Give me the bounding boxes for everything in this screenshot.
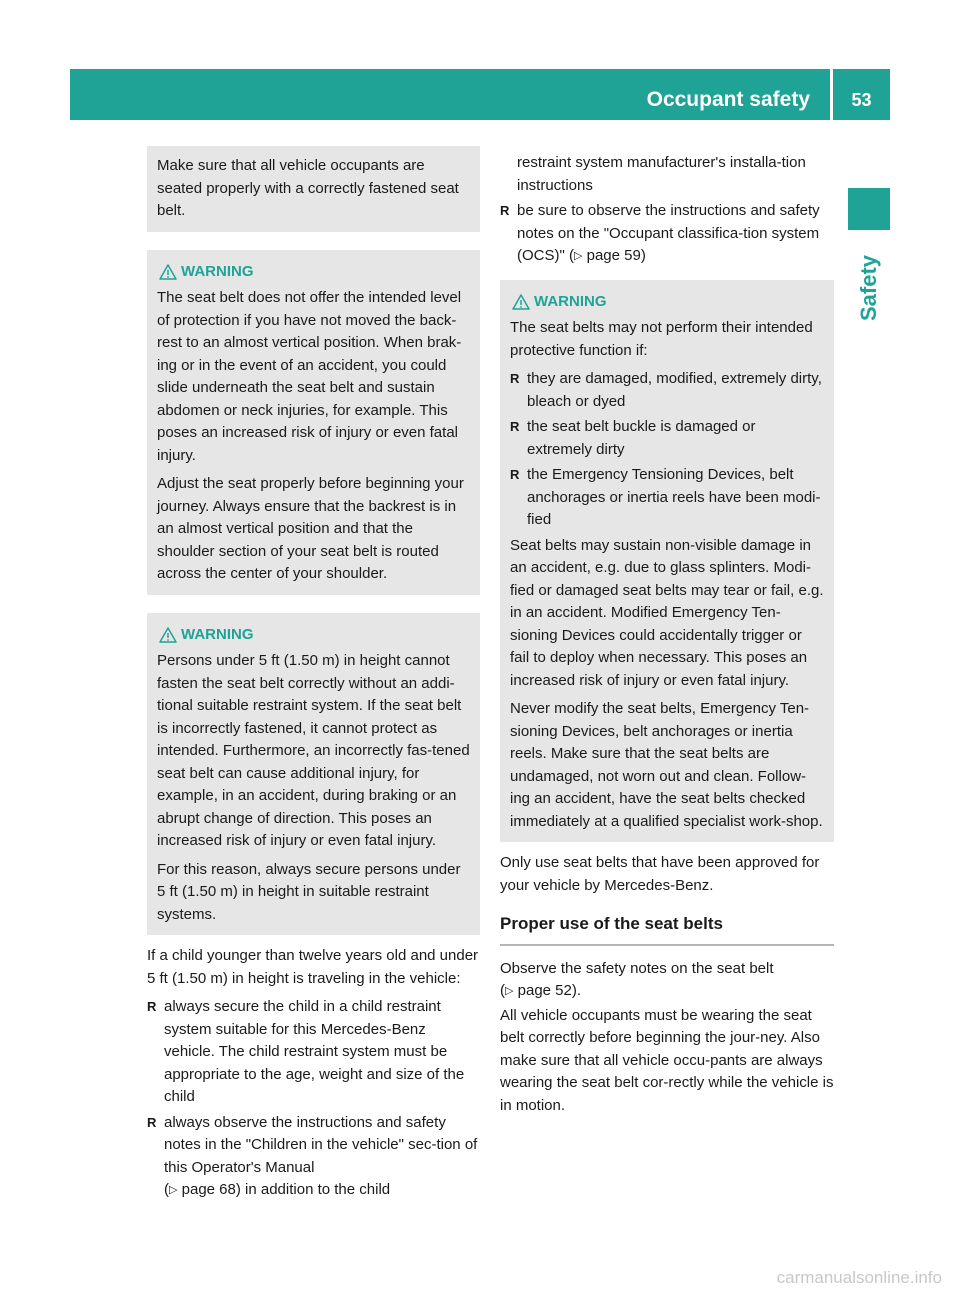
warning-paragraph: Seat belts may sustain non-visible damage in an accident, e.g. due to glass splinters. Modi-fied or damaged seat belts may tear or fail, e.g. in an accident. Modified Emergency Ten-sioning Devices could accidentally trigger or fail to deploy when necessary. This poses an increased risk of injury or even fatal injury. <box>510 536 824 689</box>
list-item-text: always secure the child in a child restraint system suitable for this Mercedes-Benz vehicle. The child restraint system must be appropriate to the age, weight and size of the child <box>164 998 465 1105</box>
intro-note-text: Make sure that all vehicle occupants are seated properly with a correctly fastened seat belt. <box>157 157 459 219</box>
list-item <box>147 996 480 1109</box>
side-marker-block <box>848 188 890 230</box>
list-item-text: be sure to observe the instructions and safety notes on the "Occupant classifica-tion system (OCS)" ( <box>517 202 820 264</box>
body-text: Observe the safety notes on the seat belt (▷ page 52). <box>500 959 774 999</box>
left-column <box>147 146 480 1205</box>
side-tab-safety <box>849 240 889 335</box>
warning-paragraph: The seat belt does not offer the intended level of protection if you have not moved the back-rest to an almost vertical position. When brak-ing or in the event of an accident, you could slide underneath the seat belt and sustain abdomen or neck injuries, for example. This poses an increased risk of injury or even fatal injury. <box>157 289 462 464</box>
warning-title-text: WARNING <box>181 262 254 280</box>
warning-triangle-icon <box>512 294 530 310</box>
right-column <box>500 146 834 1123</box>
warning-paragraph: For this reason, always secure persons under 5 ft (1.50 m) in height in suitable restraint systems. <box>157 860 461 923</box>
list-item-text: always observe the instructions and safety notes in the "Children in the vehicle" sec-tion of this Operator's Manual <box>164 1113 478 1176</box>
warning-paragraph: The seat belts may not perform their intended protective function if: <box>510 319 813 359</box>
warning-paragraph: Never modify the seat belts, Emergency Ten-sioning Devices, belt anchorages or inertia reels. Make sure that the seat belts are undamaged, not worn out and clean. Follow-ing an accident, have the seat belts checked immediately at a qualified specialist work-shop. <box>510 700 823 830</box>
bullet-marker: R <box>147 999 157 1014</box>
list-item-text: restraint system manufacturer's installa-tion instructions <box>517 154 806 194</box>
intro-note-box <box>147 146 480 232</box>
warning-box-height <box>147 613 480 936</box>
warning-title <box>157 261 470 284</box>
list-item <box>510 368 824 413</box>
warning-paragraph: Persons under 5 ft (1.50 m) in height cannot fasten the seat belt correctly without an addi-tional suitable restraint system. If the seat belt is incorrectly fastened, it cannot protect as intended. Furthermore, an incorrectly fas-tened seat belt can cause additional injury, for example, in an accident, during braking or an abrupt change of direction. This poses an increased risk of injury or even fatal injury. <box>157 652 470 849</box>
list-item-text: the seat belt buckle is damaged or extremely dirty <box>527 418 756 458</box>
bullet-marker: R <box>147 1114 157 1130</box>
page-ref-arrow-icon: ▷ <box>573 250 583 262</box>
side-tab-label: Safety <box>856 254 882 321</box>
page-reference-link[interactable]: page 68) in addition to the child <box>181 1181 391 1198</box>
bullet-marker: R <box>500 203 510 218</box>
page-reference-link[interactable]: page 52). <box>517 982 582 999</box>
list-item <box>510 464 824 532</box>
warning-triangle-icon <box>159 627 177 643</box>
warning-title <box>510 291 824 314</box>
warning-box-seat-belts <box>500 280 834 843</box>
warning-paragraph: Adjust the seat properly before beginning your journey. Always ensure that the backrest is in an almost vertical position and that the shoulder section of your seat belt is routed across the center of your shoulder. <box>157 475 464 582</box>
observe-text: Observe the safety notes on the seat belt <box>500 959 774 977</box>
list-item-continuation <box>500 152 834 197</box>
list-item-text: the Emergency Tensioning Devices, belt anchorages or inertia reels have been modi-fied <box>527 466 821 528</box>
bullet-marker: R <box>510 419 520 434</box>
approved-note-text: Only use seat belts that have been approved for your vehicle by Mercedes-Benz. <box>500 854 820 894</box>
warning-title <box>157 624 470 647</box>
page-section-title: Occupant safety <box>646 88 810 111</box>
bullet-marker: R <box>510 371 520 386</box>
list-item-text: they are damaged, modified, extremely dirty, bleach or dyed <box>527 370 822 410</box>
page-reference-link[interactable]: page 59) <box>586 247 646 264</box>
section-heading: Proper use of the seat belts <box>500 913 834 946</box>
list-item <box>500 200 834 268</box>
watermark: carmanualsonline.info <box>776 1268 942 1287</box>
warning-title-text: WARNING <box>534 292 607 310</box>
warning-triangle-icon <box>159 264 177 280</box>
child-intro-text: If a child younger than twelve years old and under 5 ft (1.50 m) in height is traveling in the vehicle: <box>147 947 479 987</box>
page-ref-arrow-icon: ▷ <box>169 1184 178 1196</box>
warning-title-text: WARNING <box>181 625 254 643</box>
page-number: 53 <box>851 90 872 110</box>
warning-box-backrest <box>147 250 480 595</box>
list-item: R always observe the instructions and safety notes in the "Children in the vehicle" sec-tion of this Operator's Manual (▷ page 68) in addition to the child <box>147 1113 478 1198</box>
page-ref-arrow-icon: ▷ <box>505 985 514 997</box>
bullet-marker: R <box>510 467 520 482</box>
list-item <box>510 416 824 461</box>
header-bar <box>70 69 890 120</box>
body-text: All vehicle occupants must be wearing the seat belt correctly before beginning the jour-ney. Also make sure that all vehicle occu-pants are always wearing the seat belt cor-rectly while the vehicle is in motion. <box>500 1006 834 1114</box>
